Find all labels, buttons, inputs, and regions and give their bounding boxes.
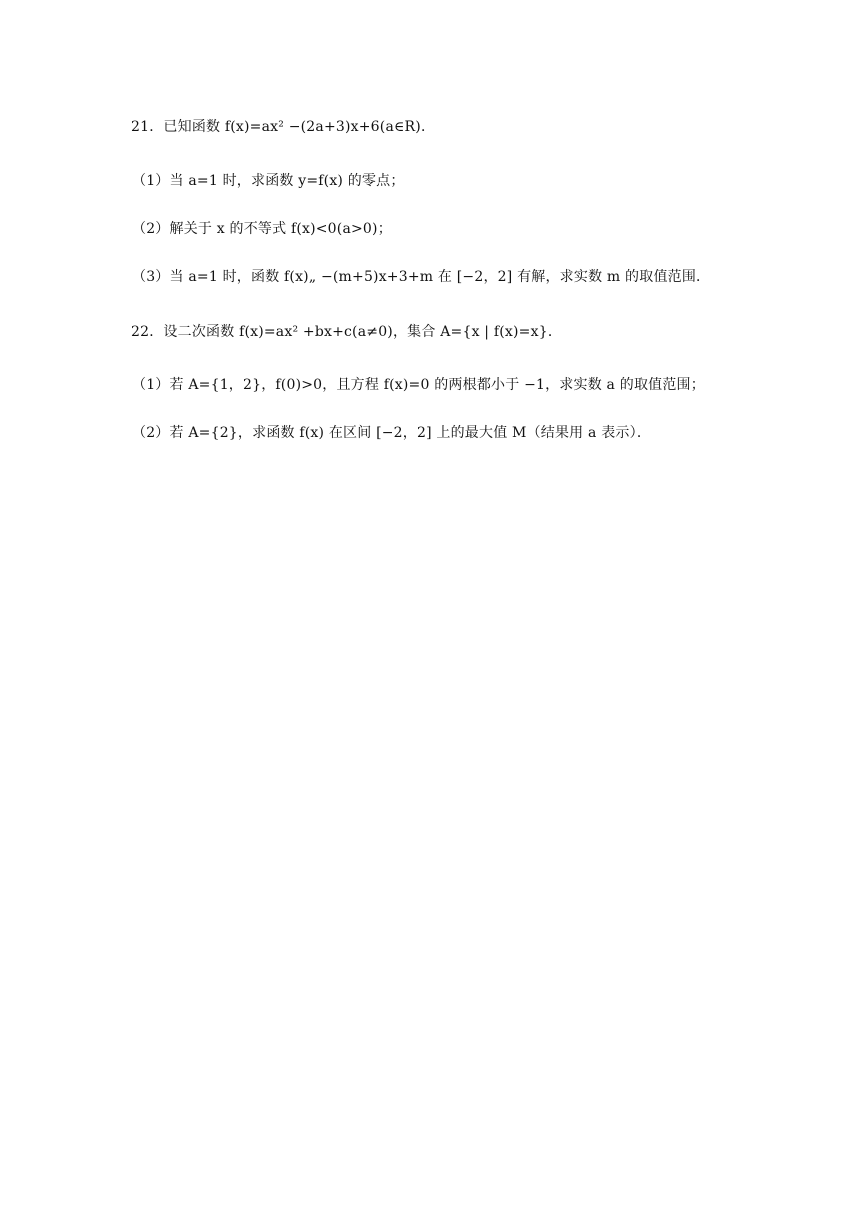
question-21-part-3: （3）当 a=1 时，函数 f(x)„ −(m+5)x+3+m 在 [−2，2] 有解，求实数 m 的取值范围． xyxy=(132,269,711,285)
question-21-title: 21．已知函数 f(x)=ax² −(2a+3)x+6(a∈R)． xyxy=(131,119,436,135)
question-22-part-2: （2）若 A={2}，求函数 f(x) 在区间 [−2，2] 上的最大值 M（结果用 a 表示）． xyxy=(132,425,652,441)
question-22-title: 22．设二次函数 f(x)=ax² +bx+c(a≠0)，集合 A={x | f(x)=x}． xyxy=(131,324,563,340)
question-22-part-1: （1）若 A={1，2}，f(0)>0，且方程 f(x)=0 的两根都小于 −1，求实数 a 的取值范围； xyxy=(132,377,705,393)
question-21-part-2: （2）解关于 x 的不等式 f(x)<0(a>0)； xyxy=(132,221,392,237)
question-21-part-1: （1）当 a=1 时，求函数 y=f(x) 的零点； xyxy=(132,173,405,189)
